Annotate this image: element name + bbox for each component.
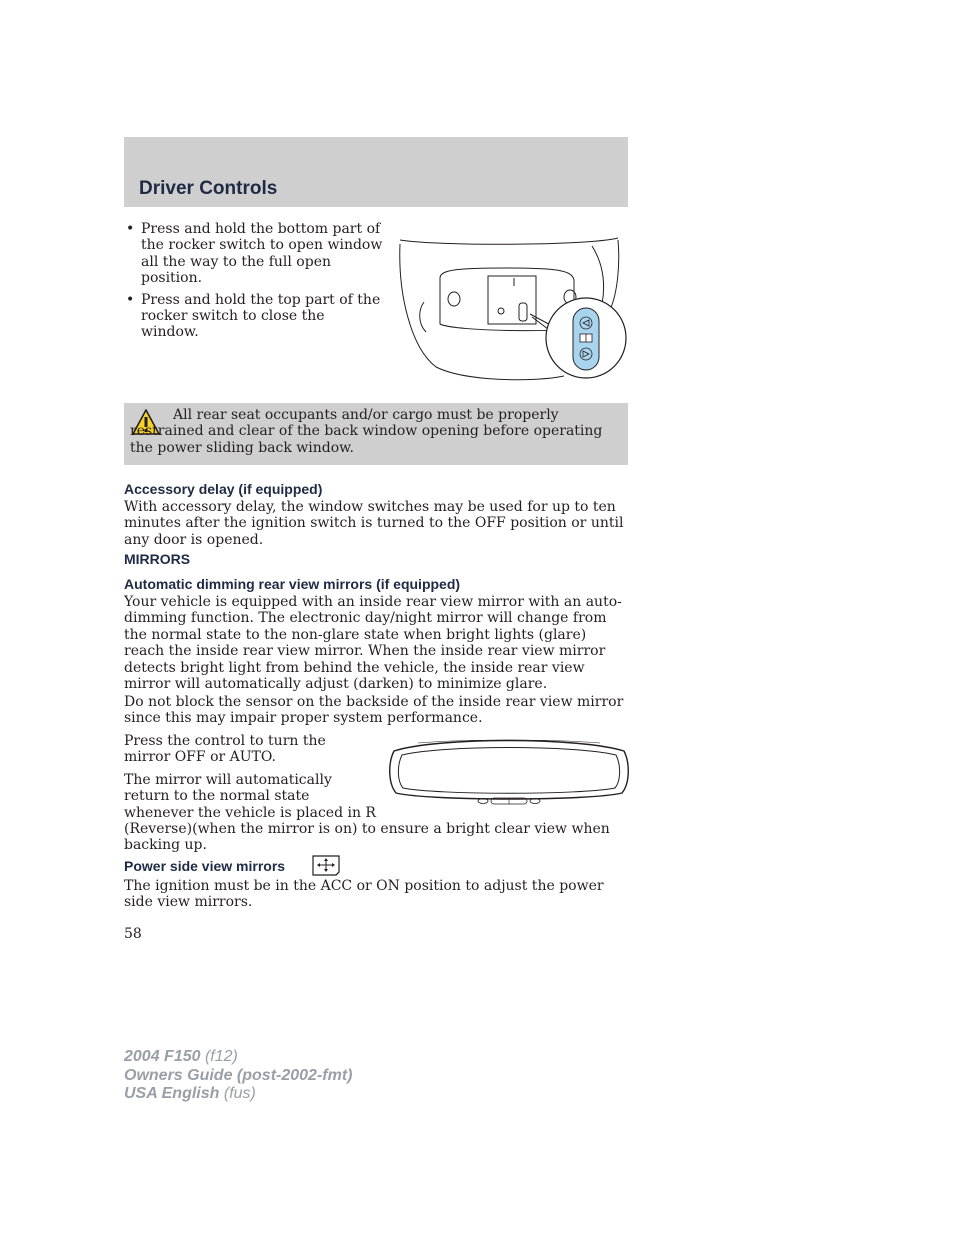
window-instructions-list bbox=[124, 221, 386, 346]
footer-model-code: (f12) bbox=[200, 1048, 238, 1065]
accessory-delay-heading: Accessory delay (if equipped) bbox=[124, 481, 323, 497]
footer-model: 2004 F150 bbox=[124, 1048, 201, 1065]
rear-view-mirror-illustration bbox=[388, 735, 630, 807]
page-number: 58 bbox=[124, 926, 142, 942]
section-title: Driver Controls bbox=[139, 178, 278, 199]
document-footer bbox=[124, 1048, 352, 1104]
accessory-delay-body: With accessory delay, the window switches may be used for up to ten minutes after the ignition switch is turned to the OFF position or until any door is opened. bbox=[124, 499, 624, 548]
auto-dim-paragraph-4b: (Reverse)(when the mirror is on) to ensure a bright clear view when backing up. bbox=[124, 821, 610, 854]
power-mirror-icon bbox=[312, 855, 340, 876]
auto-dim-paragraph-3: Press the control to turn the mirror OFF or AUTO. bbox=[124, 733, 326, 766]
list-item: • Press and hold the bottom part of the rocker switch to open window all the way to the full open position. bbox=[124, 221, 386, 287]
auto-dim-paragraph-1: Your vehicle is equipped with an inside rear view mirror with an auto-dimming function. The electronic day/night mirror will change from the normal state to the non-glare state when bright lights (glare) reach the inside rear view mirror. When the inside rear view mirror detects bright light from behind the vehicle, the inside rear view mirror will automatically adjust (darken) to minimize glare. bbox=[124, 594, 622, 693]
footer-line-3 bbox=[124, 1085, 352, 1104]
footer-language-code: (fus) bbox=[219, 1085, 256, 1102]
footer-line-1 bbox=[124, 1048, 352, 1067]
mirrors-heading: MIRRORS bbox=[124, 551, 191, 567]
footer-line-2: Owners Guide (post-2002-fmt) bbox=[124, 1066, 353, 1084]
power-side-mirrors-heading: Power side view mirrors bbox=[124, 858, 286, 874]
list-item: • Press and hold the top part of the rocker switch to close the window. bbox=[124, 292, 386, 341]
power-side-mirrors-body: The ignition must be in the ACC or ON position to adjust the power side view mirrors. bbox=[124, 878, 604, 911]
warning-text: All rear seat occupants and/or cargo must be properly restrained and clear of the back window opening before operating the power sliding back window. bbox=[130, 407, 603, 456]
auto-dim-paragraph-2: Do not block the sensor on the backside of the inside rear view mirror since this may impair proper system performance. bbox=[124, 694, 624, 727]
auto-dim-heading: Automatic dimming rear view mirrors (if equipped) bbox=[124, 576, 461, 592]
footer-language: USA English bbox=[124, 1085, 220, 1102]
auto-dim-paragraph-4a: The mirror will automatically return to the normal state whenever the vehicle is placed in R bbox=[124, 772, 376, 821]
rear-window-switch-illustration bbox=[396, 232, 630, 382]
